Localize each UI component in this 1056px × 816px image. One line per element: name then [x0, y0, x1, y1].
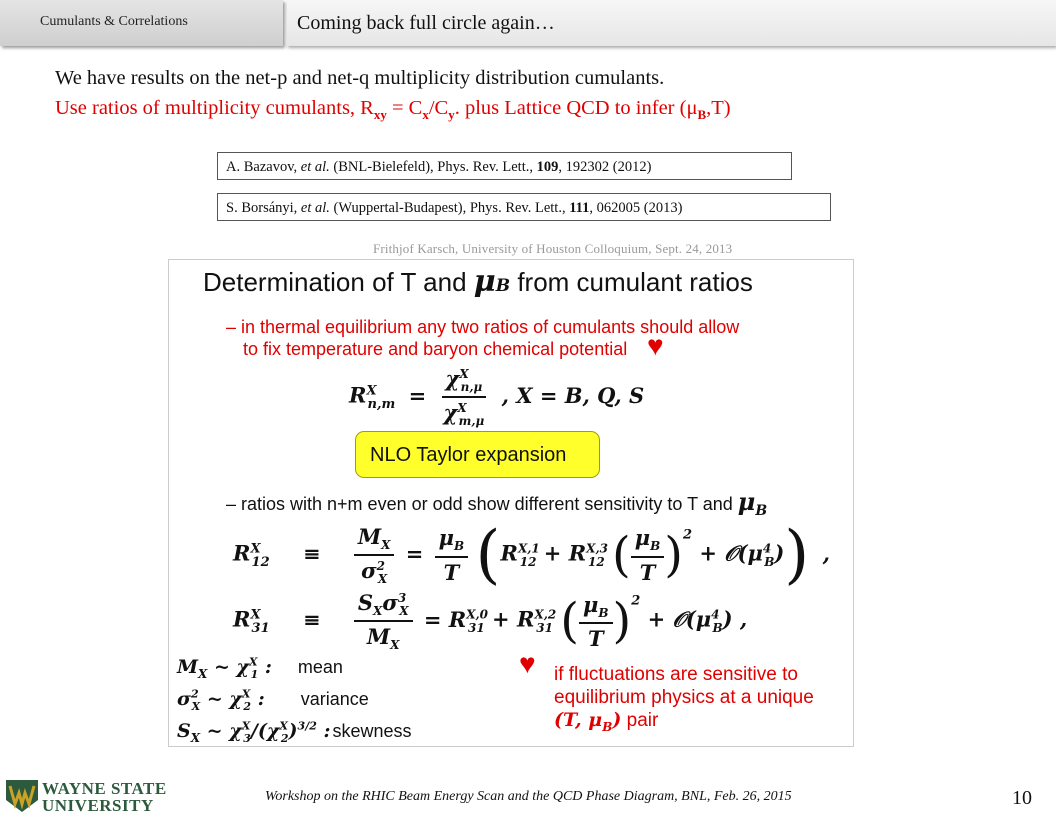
- section-label: Cumulants & Correlations: [40, 14, 188, 29]
- equation-r31: $R^X_{31}$ ≡ $\frac{S_X\sigma^3_X}{M_X}$ = $R^{X,0}_{31} + R^{X,2}_{31}$ ( $\frac{\mu_B}{T}$ )$^2 + 𝒪(\mu^4_B)$ ,: [233, 590, 748, 653]
- note-unique-pair: if fluctuations are sensitive to equilibrium physics at a unique (T, $\mu_B$) pair: [554, 664, 814, 734]
- intro-line-1: We have results on the net-p and net-q multiplicity distribution cumulants.: [55, 67, 665, 89]
- section-tab: [0, 0, 283, 46]
- intro-line-2: Use ratios of multiplicity cumulants, $R_{xy} = C_x/C_y$. plus Lattice QCD to infer $(\mu_B,T)$: [55, 97, 731, 123]
- reference-bazavov: A. Bazavov, et al. (BNL-Bielefeld), Phys. Rev. Lett., 109, 192302 (2012): [217, 152, 792, 180]
- embedded-slide-image: [168, 259, 854, 747]
- heart-icon: ♥: [647, 330, 664, 361]
- footer-text: Workshop on the RHIC Beam Energy Scan and the QCD Phase Diagram, BNL, Feb. 26, 2015: [265, 789, 792, 804]
- bullet-sensitivity: – ratios with n+m even or odd show different sensitivity to T and $\mu_B$: [226, 487, 768, 519]
- definition-skewness: $S_X$ ~ $\chi^X_3/(\chi^X_2)^{3/2}$ : skewness: [177, 720, 412, 746]
- definition-variance: $\sigma^2_X$ ~ $\chi^X_2$ : variance: [177, 688, 369, 714]
- panel-heading: Determination of T and μB from cumulant ratios: [203, 264, 753, 299]
- bullet-equilibrium: – in thermal equilibrium any two ratios of cumulants should allow to fix temperature and baryon chemical potential: [226, 317, 740, 359]
- equation-r12: $R^X_{12}$ ≡ $\frac{M_X}{\sigma^2_X}$ = $\frac{\mu_B}{T}$ ($R^{X,1}_{12} + R^{X,3}_{12}$ ( $\frac{\mu_B}{T}$ )$^2 + 𝒪(\mu^4_B)$) ,: [233, 518, 830, 592]
- nlo-taylor-label: NLO Taylor expansion: [355, 431, 600, 478]
- definition-mean: $M_X$ ~ $\chi^X_1$ : mean: [177, 656, 343, 682]
- page-number: 10: [1012, 787, 1032, 809]
- reference-borsanyi: S. Borsányi, et al. (Wuppertal-Budapest), Phys. Rev. Lett., 111, 062005 (2013): [217, 193, 831, 221]
- slide-title: Coming back full circle again…: [297, 12, 555, 34]
- image-credit: Frithjof Karsch, University of Houston Colloquium, Sept. 24, 2013: [373, 241, 733, 256]
- equation-ratio-definition: $R^X_{n,m}$ = $\frac{\chi^X_{n,\mu}}{\chi^X_{m,\mu}}$ , X = B, Q, S: [349, 366, 645, 429]
- title-bar: [287, 0, 1056, 46]
- heart-icon: ♥: [519, 648, 536, 679]
- w-shield-icon: [4, 778, 40, 814]
- university-logo-text: WAYNE STATE UNIVERSITY: [42, 779, 167, 815]
